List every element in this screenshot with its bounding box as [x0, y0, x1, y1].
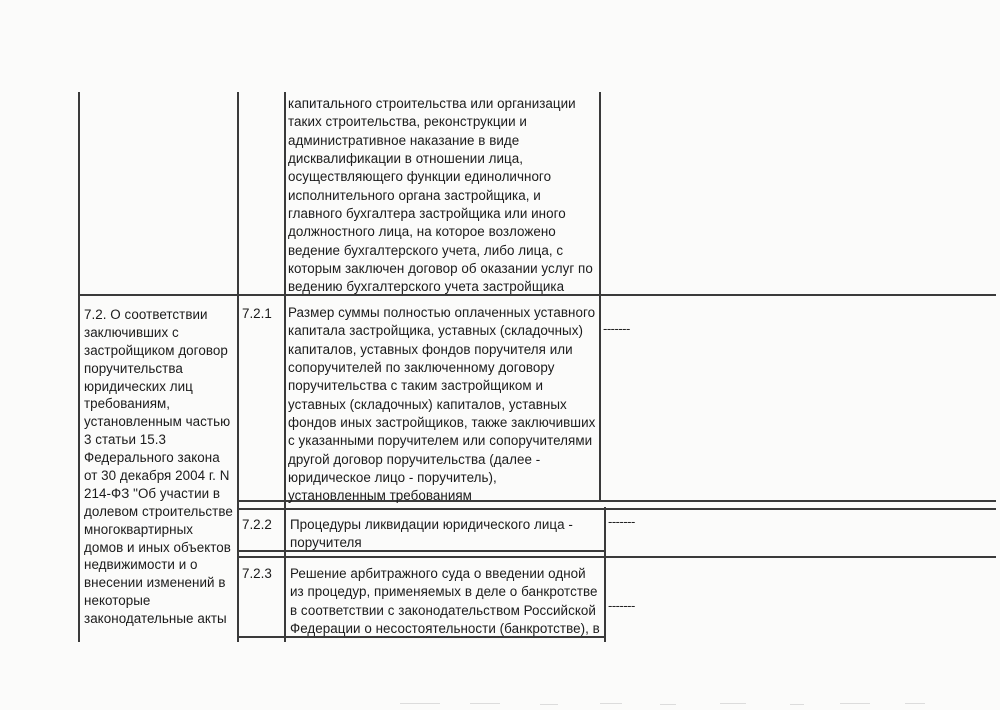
text-line: другой договор поручительства (далее - [288, 451, 541, 467]
text-line: 214-ФЗ "Об участии в [84, 485, 221, 501]
text-line: требованиям, [84, 396, 171, 412]
text-line: капитального строительства или организации [288, 96, 576, 111]
text-line: из процедур, применяемых в деле о банкротстве [290, 584, 598, 600]
row-7-2-1-value: ------- [603, 321, 630, 336]
text-line: фондов иных застройщиков, также заключивших [288, 415, 596, 431]
text-line: заключивших с [84, 324, 179, 340]
scan-artifact [600, 703, 622, 704]
text-line: домов и иных объектов [84, 539, 231, 555]
text-line: Федерального закона [84, 450, 220, 466]
text-line: 7.2. О соответствии [84, 307, 208, 322]
text-line: некоторые [84, 593, 151, 609]
text-line: Федерации о несостоятельности (банкротстве), в [290, 621, 600, 637]
text-line: дисквалификации в отношении лица, [288, 151, 524, 167]
column-border-value-lower [604, 507, 606, 642]
row-7-2-2-text [290, 516, 573, 553]
row-number-7-2-2: 7.2.2 [242, 517, 272, 532]
text-line: осуществляющего функции единоличного [288, 169, 552, 185]
text-line: установленным требованиям [288, 488, 472, 504]
text-line: в соответствии с законодательством Российской [290, 602, 596, 618]
text-line: поручительства [84, 360, 183, 376]
text-line: поручителя [290, 535, 362, 551]
text-line: административное наказание в виде [288, 132, 520, 148]
text-line: уставных (складочных) капиталов, уставных [288, 396, 567, 412]
row-number-7-2-3: 7.2.3 [242, 566, 272, 581]
text-line: поручительства с таким застройщиком и [288, 378, 543, 394]
section-7-2-title [84, 306, 233, 628]
text-line: юридическое лицо - поручитель), [288, 470, 497, 486]
text-line: юридических лиц [84, 378, 193, 394]
row-7-2-2-value: ------- [608, 514, 635, 529]
text-line: долевом строительстве [84, 503, 233, 519]
text-line: застройщиком договор [84, 342, 228, 358]
scan-artifact [660, 704, 676, 705]
scan-artifact [840, 703, 870, 704]
text-line: ведение бухгалтерского учета, либо лица, с [288, 242, 564, 258]
scan-artifact [720, 703, 746, 704]
row-separator-7-2-2-top [238, 508, 996, 510]
scan-artifact [470, 703, 500, 704]
column-border-left [78, 92, 80, 642]
row-7-2-1-text [288, 304, 595, 506]
continued-row-text [288, 95, 593, 297]
text-line: от 30 декабря 2004 г. N [84, 468, 230, 484]
row-7-2-3-text [290, 565, 600, 638]
text-line: Решение арбитражного суда о введении одной [290, 566, 586, 581]
row-separator-7-2-3-top [238, 556, 996, 558]
text-line: установленным частью [84, 414, 231, 430]
column-border-value [599, 92, 601, 502]
column-border-text [284, 92, 286, 642]
text-line: капитала застройщика, уставных (складочных) [288, 323, 583, 339]
scan-artifact [905, 703, 925, 704]
text-line: исполнительного органа застройщика, и [288, 187, 541, 203]
text-line: Процедуры ликвидации юридического лица - [290, 517, 573, 532]
scan-artifact [400, 703, 440, 704]
row-7-2-3-value: ------- [608, 598, 635, 613]
text-line: капиталов, уставных фондов поручителя или [288, 341, 573, 357]
text-line: которым заключен договор об оказании услуг по [288, 261, 593, 277]
scan-artifact [790, 704, 804, 705]
text-line: таких строительства, реконструкции и [288, 114, 527, 130]
text-line: Размер суммы полностью оплаченных уставного [288, 305, 596, 320]
text-line: внесении изменений в [84, 575, 226, 591]
row-number-7-2-1: 7.2.1 [242, 306, 272, 321]
text-line: сопоручителей по заключенному договору [288, 360, 555, 376]
text-line: должностного лица, на которое возложено [288, 224, 556, 240]
text-line: многоквартирных [84, 521, 194, 537]
text-line: главного бухгалтера застройщика или иного [288, 206, 566, 222]
text-line: законодательные акты [84, 611, 227, 627]
text-line: 3 статьи 15.3 [84, 432, 167, 448]
text-line: недвижимости и о [84, 557, 198, 573]
column-border-number [237, 92, 239, 642]
text-line: с указанными поручителем или сопоручителями [288, 433, 593, 449]
text-line: ведению бухгалтерского учета застройщика [288, 279, 565, 295]
scan-artifact [540, 704, 558, 705]
